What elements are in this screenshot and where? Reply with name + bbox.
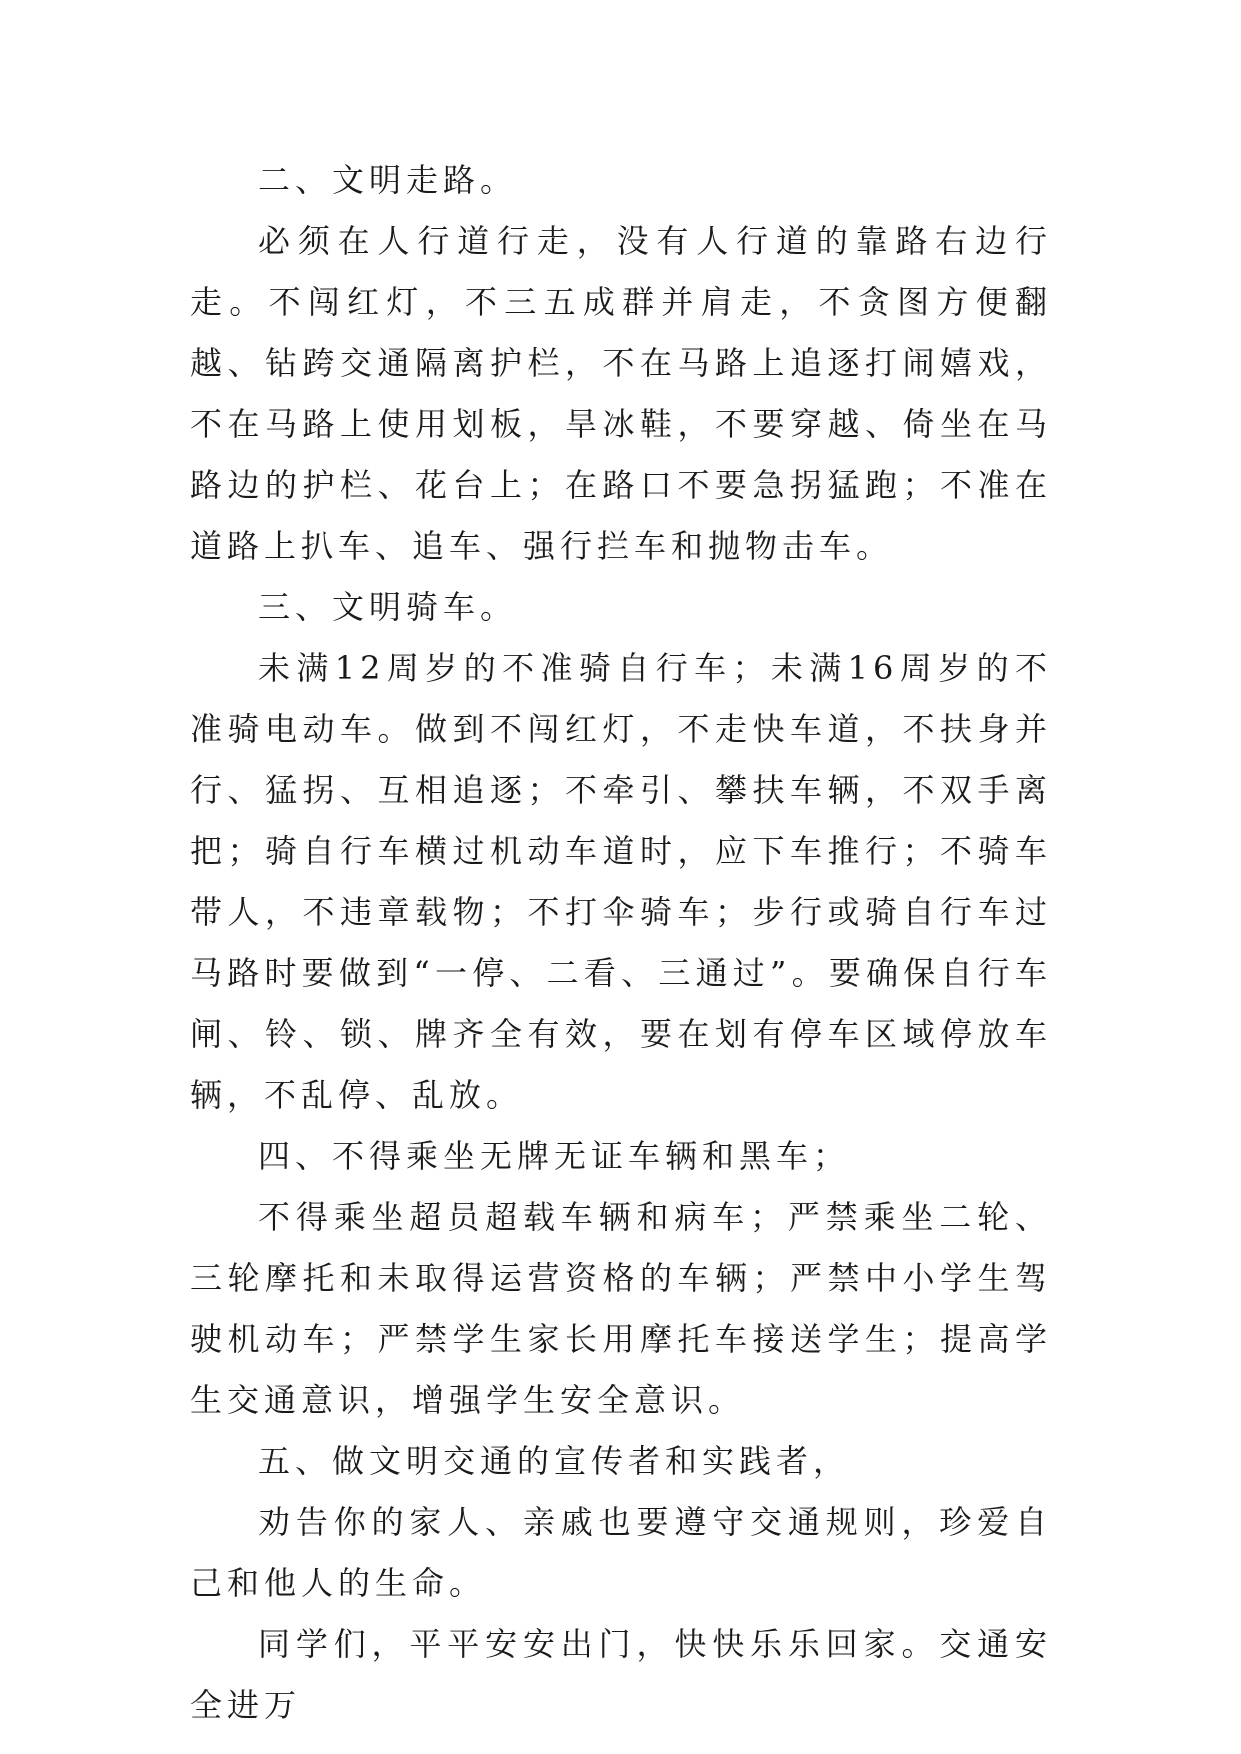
paragraph-walking-rules: 必须在人行道行走，没有人行道的靠路右边行走。不闯红灯，不三五成群并肩走，不贪图方便翻越、钻跨交通隔离护栏，不在马路上追逐打闹嬉戏，不在马路上使用划板，旱冰鞋，不要穿越、倚坐在马路边的护栏、花台上；在路口不要急拐猛跑；不准在道路上扒车、追车、强行拦车和抛物击车。 <box>190 222 1052 565</box>
paragraph-advise-family: 劝告你的家人、亲戚也要遵守交通规则，珍爱自己和他人的生命。 <box>190 1503 1052 1602</box>
paragraph-cycling-rules: 未满12周岁的不准骑自行车；未满16周岁的不准骑电动车。做到不闯红灯，不走快车道，不扶身并行、猛拐、互相追逐；不牵引、攀扶车辆，不双手离把；骑自行车横过机动车道时，应下车推行；不骑车带人，不违章载物；不打伞骑车；步行或骑自行车过马路时要做到“一停、二看、三通过”。要确保自行车闸、铃、锁、牌齐全有效，要在划有停车区域停放车辆，不乱停、乱放。 <box>190 649 1052 1114</box>
heading-walking: 二、文明走路。 <box>258 161 518 199</box>
paragraph-vehicle-rules: 不得乘坐超员超载车辆和病车；严禁乘坐二轮、三轮摩托和未取得运营资格的车辆；严禁中小学生驾驶机动车；严禁学生家长用摩托车接送学生；提高学生交通意识，增强学生安全意识。 <box>190 1198 1052 1419</box>
heading-civilized-traffic: 五、做文明交通的宣传者和实践者， <box>258 1442 851 1480</box>
heading-cycling: 三、文明骑车。 <box>258 588 518 626</box>
document-body <box>190 150 1052 1736</box>
paragraph-closing: 同学们，平平安安出门，快快乐乐回家。交通安全进万 <box>190 1625 1052 1724</box>
heading-unlicensed-vehicles: 四、不得乘坐无牌无证车辆和黑车； <box>258 1137 851 1175</box>
